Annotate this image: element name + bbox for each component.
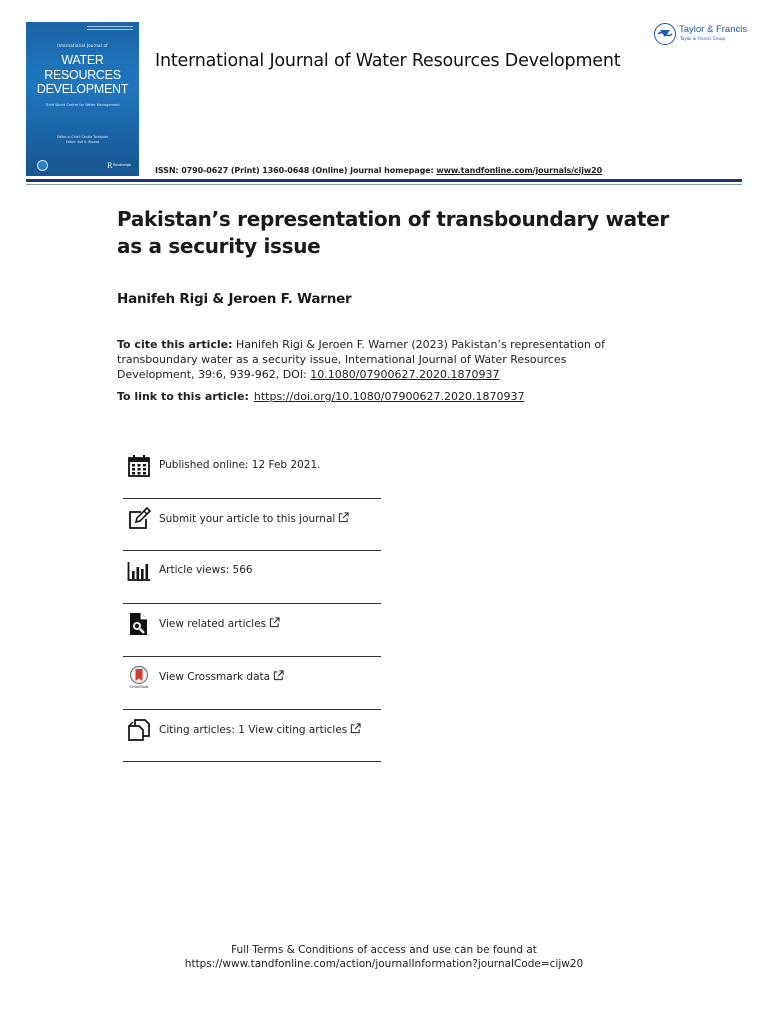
- footer-line-1: Full Terms & Conditions of access and use can be found at: [231, 944, 537, 956]
- related-articles-link[interactable]: [159, 617, 280, 630]
- cover-publisher-logo: [107, 163, 131, 170]
- cover-editor-line: Editor-in-Chief: Cecilia Tortajada: [57, 135, 108, 139]
- link-row-crossmark[interactable]: [123, 657, 381, 710]
- link-row-submit[interactable]: [123, 499, 381, 552]
- calendar-icon: [127, 454, 151, 478]
- crossmark-link[interactable]: [159, 670, 284, 683]
- document-search-icon: [127, 612, 151, 636]
- submit-article-label: Submit your article to this journal: [159, 512, 336, 525]
- crossmark-caption: CrossMark: [129, 684, 149, 689]
- publisher-logo-group: Taylor & Francis Group: [680, 36, 725, 41]
- header-rule: [26, 179, 742, 182]
- cite-label: To cite this article:: [117, 338, 233, 351]
- article-title: Pakistan’s representation of transboundary water as a security issue: [117, 207, 669, 258]
- external-link-icon: [338, 512, 349, 523]
- cover-society-logo-icon: [37, 160, 48, 171]
- citation-block: [117, 337, 607, 382]
- article-authors: Hanifeh Rigi & Jeroen F. Warner: [117, 291, 352, 307]
- cover-publisher-name: Routledge: [113, 163, 131, 167]
- external-link-icon: [273, 670, 284, 681]
- citing-articles-link[interactable]: [159, 723, 361, 736]
- citing-articles-icon: [127, 718, 151, 742]
- header-rule-thin: [26, 184, 742, 185]
- edit-icon: [127, 507, 151, 531]
- doi-link[interactable]: 10.1080/07900627.2020.1870937: [310, 368, 500, 381]
- routledge-mark-icon: R: [106, 162, 113, 170]
- article-doi-url-link[interactable]: https://doi.org/10.1080/07900627.2020.1870937: [253, 390, 525, 403]
- bar-chart-icon: [127, 559, 151, 583]
- terms-footer: [0, 943, 768, 971]
- issn-line: [155, 166, 602, 175]
- cover-title-line: DEVELOPMENT: [36, 82, 129, 96]
- taylor-francis-logo: [654, 22, 754, 48]
- journal-name: International Journal of Water Resources Development: [155, 51, 621, 71]
- cite-text: Hanifeh Rigi & Jeroen F. Warner (2023) Pakistan’s representation of transboundary water as a security issue, International Journal of Water Resources Development, 39:6, 939-962, DOI:: [117, 338, 605, 381]
- link-label: To link to this article:: [117, 390, 249, 403]
- link-line: [117, 390, 524, 403]
- journal-homepage-link[interactable]: www.tandfonline.com/journals/cijw20: [436, 166, 603, 175]
- submit-article-link[interactable]: [159, 512, 349, 525]
- taylor-francis-logo-icon: [654, 23, 676, 45]
- cover-title-line: WATER: [61, 53, 104, 67]
- article-views-label: Article views: 566: [159, 564, 253, 577]
- link-row-published: [123, 446, 381, 499]
- cover-intl-label: International Journal of: [57, 43, 108, 48]
- cover-title: [26, 53, 139, 97]
- external-link-icon: [350, 723, 361, 734]
- cover-title-line: RESOURCES: [44, 67, 121, 82]
- crossmark-label: View Crossmark data: [159, 670, 271, 683]
- published-online-label: Published online: 12 Feb 2021.: [159, 459, 321, 471]
- journal-cover: [26, 22, 139, 176]
- cover-editor-line: Editor: Asit K. Biswas: [65, 140, 100, 144]
- article-links-list: [123, 446, 381, 762]
- link-row-citing[interactable]: [123, 710, 381, 763]
- cover-header-lines: [87, 26, 133, 32]
- cover-subtitle: Third World Centre for Water Management: [45, 103, 120, 107]
- external-link-icon: [269, 617, 280, 628]
- issn-text: ISSN: 0790-0627 (Print) 1360-0648 (Online) Journal homepage:: [155, 166, 437, 175]
- link-row-related[interactable]: [123, 604, 381, 657]
- related-articles-label: View related articles: [159, 618, 267, 631]
- cover-editors: [26, 135, 139, 145]
- footer-url-link[interactable]: https://www.tandfonline.com/action/journalInformation?journalCode=cijw20: [184, 958, 584, 970]
- publisher-logo-name: Taylor & Francis: [679, 24, 748, 35]
- citing-articles-label: Citing articles: 1 View citing articles: [159, 723, 348, 736]
- crossmark-icon: [127, 665, 151, 689]
- link-row-views: [123, 551, 381, 604]
